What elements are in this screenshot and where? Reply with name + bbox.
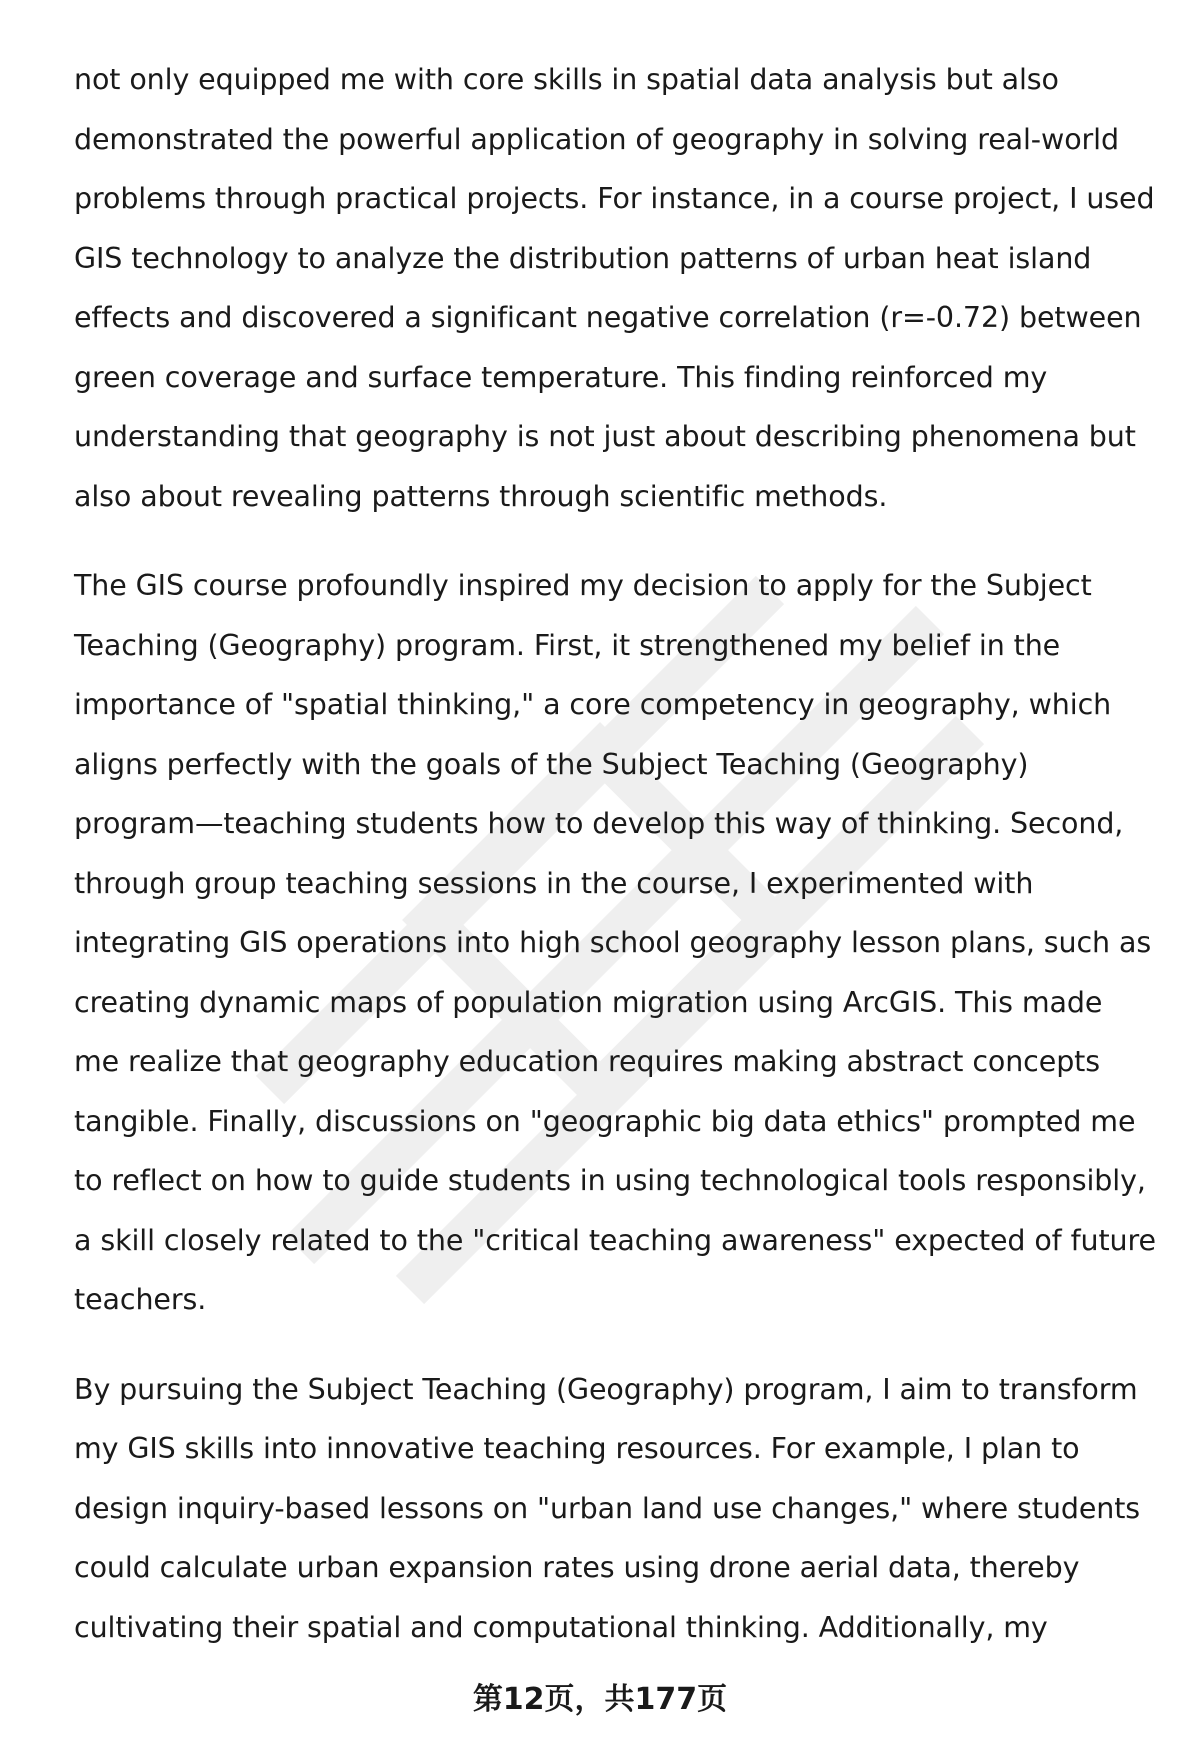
text-line: could calculate urban expansion rates using drone aerial data, thereby: [74, 1551, 1080, 1584]
text-line: integrating GIS operations into high school geography lesson plans, such as: [74, 926, 1152, 959]
text-line: creating dynamic maps of population migration using ArcGIS. This made: [74, 985, 1103, 1019]
text-line: green coverage and surface temperature. This finding reinforced my: [74, 360, 1048, 394]
text-line: GIS technology to analyze the distribution patterns of urban heat island: [74, 241, 1092, 275]
text-line: importance of "spatial thinking," a core competency in geography, which: [74, 688, 1112, 721]
text-line: not only equipped me with core skills in spatial data analysis but also: [74, 63, 1059, 96]
paragraph-2: [74, 556, 1164, 1330]
text-line: cultivating their spatial and computational thinking. Additionally, my: [74, 1610, 1048, 1644]
text-line: Teaching (Geography) program. First, it strengthened my belief in the: [74, 628, 1061, 662]
text-line: through group teaching sessions in the course, I experimented with: [74, 866, 1034, 900]
paragraph-3: [74, 1360, 1164, 1658]
text-line: also about revealing patterns through scientific methods.: [74, 479, 888, 513]
text-line: program—teaching students how to develop this way of thinking. Second,: [74, 807, 1124, 840]
page-number: 第12页，共177页: [472, 1682, 728, 1717]
paragraph-1: [74, 50, 1164, 526]
document-body: [74, 50, 1164, 1657]
text-line: a skill closely related to the "critical teaching awareness" expected of future: [74, 1223, 1156, 1257]
text-line: teachers.: [74, 1283, 207, 1316]
text-line: to reflect on how to guide students in using technological tools responsibly,: [74, 1164, 1146, 1197]
text-line: understanding that geography is not just about describing phenomena but: [74, 420, 1136, 453]
text-line: design inquiry-based lessons on "urban land use changes," where students: [74, 1491, 1141, 1525]
text-line: problems through practical projects. For instance, in a course project, I used: [74, 182, 1155, 215]
text-line: me realize that geography education requires making abstract concepts: [74, 1045, 1101, 1078]
text-line: The GIS course profoundly inspired my decision to apply for the Subject: [74, 569, 1092, 602]
text-line: aligns perfectly with the goals of the Subject Teaching (Geography): [74, 747, 1029, 781]
text-line: demonstrated the powerful application of geography in solving real-world: [74, 122, 1119, 156]
text-line: tangible. Finally, discussions on "geographic big data ethics" prompted me: [74, 1104, 1136, 1138]
text-line: By pursuing the Subject Teaching (Geography) program, I aim to transform: [74, 1372, 1138, 1406]
text-line: effects and discovered a significant negative correlation (r=-0.72) between: [74, 301, 1142, 334]
text-line: my GIS skills into innovative teaching resources. For example, I plan to: [74, 1432, 1080, 1465]
